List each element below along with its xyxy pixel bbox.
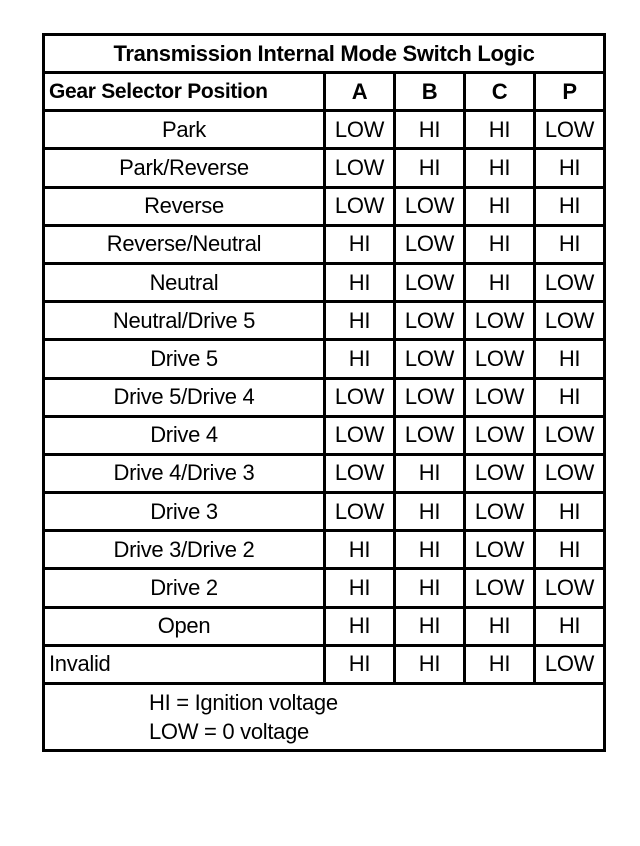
switch-b-value-cell: HI [395, 454, 465, 492]
column-header-gear-selector-position: Gear Selector Position [44, 73, 325, 111]
title-row [44, 35, 605, 73]
gear-position-cell: Reverse/Neutral [44, 225, 325, 263]
switch-c-value-cell: HI [465, 187, 535, 225]
switch-c-value-cell: LOW [465, 416, 535, 454]
switch-a-value-cell: HI [325, 645, 395, 683]
switch-c-value-cell: HI [465, 607, 535, 645]
mode-switch-logic-table [42, 33, 606, 752]
switch-p-value-cell: HI [535, 531, 605, 569]
switch-b-value-cell: LOW [395, 302, 465, 340]
switch-a-value-cell: HI [325, 263, 395, 301]
switch-b-value-cell: HI [395, 149, 465, 187]
switch-p-value-cell: HI [535, 225, 605, 263]
table-row [44, 378, 605, 416]
switch-a-value-cell: HI [325, 531, 395, 569]
switch-b-value-cell: LOW [395, 378, 465, 416]
switch-a-value-cell: HI [325, 607, 395, 645]
column-header-c: C [465, 73, 535, 111]
gear-position-cell: Reverse [44, 187, 325, 225]
switch-a-value-cell: LOW [325, 493, 395, 531]
switch-b-value-cell: LOW [395, 263, 465, 301]
gear-position-cell: Drive 4/Drive 3 [44, 454, 325, 492]
switch-p-value-cell: HI [535, 378, 605, 416]
switch-b-value-cell: LOW [395, 340, 465, 378]
switch-a-value-cell: LOW [325, 111, 395, 149]
gear-position-cell: Drive 3 [44, 493, 325, 531]
switch-c-value-cell: LOW [465, 454, 535, 492]
switch-p-value-cell: HI [535, 149, 605, 187]
gear-position-cell: Neutral [44, 263, 325, 301]
switch-p-value-cell: HI [535, 493, 605, 531]
switch-p-value-cell: LOW [535, 454, 605, 492]
legend-cell [44, 684, 605, 751]
table-row [44, 340, 605, 378]
column-header-p: P [535, 73, 605, 111]
table-row [44, 263, 605, 301]
table-row [44, 302, 605, 340]
switch-a-value-cell: LOW [325, 378, 395, 416]
gear-position-cell: Drive 5 [44, 340, 325, 378]
gear-position-cell: Drive 5/Drive 4 [44, 378, 325, 416]
gear-position-cell: Invalid [44, 645, 325, 683]
switch-c-value-cell: HI [465, 263, 535, 301]
switch-p-value-cell: LOW [535, 416, 605, 454]
switch-b-value-cell: LOW [395, 187, 465, 225]
switch-c-value-cell: HI [465, 149, 535, 187]
switch-b-value-cell: LOW [395, 416, 465, 454]
table-row [44, 187, 605, 225]
switch-b-value-cell: HI [395, 111, 465, 149]
table-row [44, 225, 605, 263]
switch-c-value-cell: LOW [465, 378, 535, 416]
table-body [44, 111, 605, 684]
switch-a-value-cell: HI [325, 569, 395, 607]
switch-p-value-cell: LOW [535, 645, 605, 683]
gear-position-cell: Drive 2 [44, 569, 325, 607]
switch-b-value-cell: HI [395, 531, 465, 569]
legend-hi-note: HI = Ignition voltage [149, 690, 338, 715]
header-row [44, 73, 605, 111]
table-row [44, 493, 605, 531]
switch-p-value-cell: HI [535, 187, 605, 225]
table-title: Transmission Internal Mode Switch Logic [44, 35, 605, 73]
gear-position-cell: Drive 4 [44, 416, 325, 454]
switch-b-value-cell: LOW [395, 225, 465, 263]
switch-c-value-cell: HI [465, 225, 535, 263]
table-row [44, 645, 605, 683]
switch-c-value-cell: LOW [465, 340, 535, 378]
table-row [44, 531, 605, 569]
switch-a-value-cell: LOW [325, 454, 395, 492]
switch-a-value-cell: LOW [325, 187, 395, 225]
switch-b-value-cell: HI [395, 607, 465, 645]
switch-p-value-cell: LOW [535, 569, 605, 607]
switch-p-value-cell: LOW [535, 302, 605, 340]
switch-a-value-cell: LOW [325, 149, 395, 187]
switch-a-value-cell: HI [325, 302, 395, 340]
legend-low-note: LOW = 0 voltage [149, 719, 309, 744]
switch-c-value-cell: HI [465, 645, 535, 683]
switch-c-value-cell: HI [465, 111, 535, 149]
switch-b-value-cell: HI [395, 493, 465, 531]
table-row [44, 416, 605, 454]
table-row [44, 149, 605, 187]
column-header-a: A [325, 73, 395, 111]
switch-p-value-cell: HI [535, 607, 605, 645]
switch-c-value-cell: LOW [465, 569, 535, 607]
switch-a-value-cell: HI [325, 225, 395, 263]
table-row [44, 569, 605, 607]
table-row [44, 454, 605, 492]
switch-c-value-cell: LOW [465, 302, 535, 340]
gear-position-cell: Neutral/Drive 5 [44, 302, 325, 340]
gear-position-cell: Drive 3/Drive 2 [44, 531, 325, 569]
switch-b-value-cell: HI [395, 569, 465, 607]
switch-a-value-cell: LOW [325, 416, 395, 454]
switch-c-value-cell: LOW [465, 493, 535, 531]
switch-c-value-cell: LOW [465, 531, 535, 569]
switch-p-value-cell: HI [535, 340, 605, 378]
switch-a-value-cell: HI [325, 340, 395, 378]
table-row [44, 111, 605, 149]
switch-b-value-cell: HI [395, 645, 465, 683]
legend-row [44, 684, 605, 751]
table-row [44, 607, 605, 645]
gear-position-cell: Park/Reverse [44, 149, 325, 187]
gear-position-cell: Park [44, 111, 325, 149]
column-header-b: B [395, 73, 465, 111]
gear-position-cell: Open [44, 607, 325, 645]
switch-p-value-cell: LOW [535, 263, 605, 301]
switch-p-value-cell: LOW [535, 111, 605, 149]
